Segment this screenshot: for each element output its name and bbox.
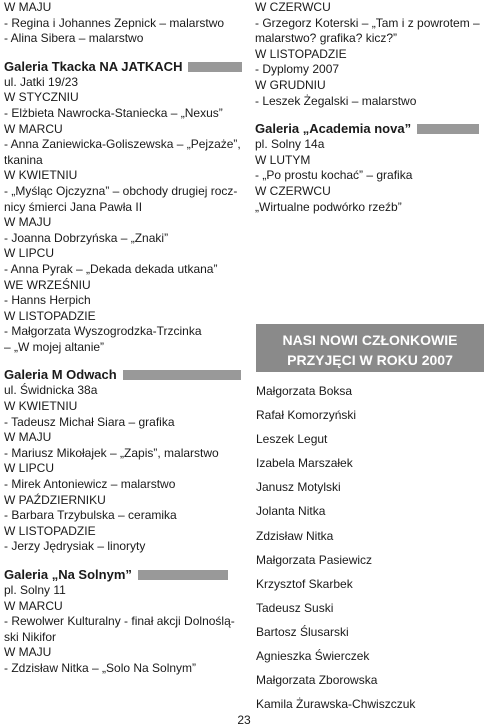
text-line: W MARCU — [4, 121, 63, 136]
section-lines-tkacka — [4, 75, 244, 356]
page-number: 23 — [237, 713, 251, 727]
text-line: - Grzegorz Koterski – „Tam i z powrotem – — [255, 15, 480, 30]
member-name: Leszek Legut — [256, 432, 328, 447]
member-name: Agnieszka Świerczek — [256, 649, 370, 664]
text-line: - Małgorzata Wyszogrodzka-Trzcinka — [4, 324, 202, 339]
text-line: W KWIETNIU — [4, 168, 78, 183]
spacer — [4, 47, 244, 59]
text-line: - „Myśląc Ojczyzna” – obchody drugiej rocz- — [4, 183, 238, 198]
text-line: - Anna Pyrak – „Dekada dekada utkana” — [4, 261, 218, 276]
section-title: Galeria M Odwach — [4, 367, 117, 383]
section-heading-academia — [255, 121, 485, 137]
new-members-banner — [256, 324, 484, 372]
text-line: W PAŹDZIERNIKU — [4, 492, 106, 507]
member-name: Małgorzata Boksa — [256, 384, 353, 398]
text-line: W MAJU — [4, 215, 52, 230]
text-line: - „Po prostu kochać” – grafika — [255, 168, 413, 183]
text-line: – „W mojej altanie” — [4, 339, 105, 354]
text-line: W KWIETNIU — [4, 399, 78, 414]
section-title: Galeria „Na Solnym” — [4, 567, 132, 582]
text-line: W LISTOPADZIE — [4, 308, 96, 323]
text-line: - Barbara Trzybulska – ceramika — [4, 508, 177, 523]
banner-line: NASI NOWI CZŁONKOWIE — [282, 332, 458, 348]
heading-bar — [417, 124, 479, 134]
text-line: - Jerzy Jędrysiak – linoryty — [4, 539, 146, 554]
member-name: Jolanta Nitka — [256, 504, 326, 519]
heading-bar — [138, 570, 228, 580]
text-line: W LISTOPADZIE — [4, 523, 96, 538]
new-members-list — [256, 384, 484, 721]
text-line: - Zdzisław Nitka – „Solo Na Solnym” — [4, 660, 197, 675]
text-line: - Alina Sibera – malarstwo — [4, 31, 144, 46]
left-column — [4, 0, 244, 677]
member-name: Małgorzata Zborowska — [256, 673, 378, 688]
text-line: - Tadeusz Michał Siara – grafika — [4, 414, 175, 429]
text-line: - Regina i Johannes Zepnick – malarstwo — [4, 15, 225, 30]
text-line: - Elżbieta Nawrocka-Staniecka – „Nexus” — [4, 105, 223, 120]
section-heading-tkacka — [4, 59, 244, 75]
member-name: Bartosz Ślusarski — [256, 624, 349, 639]
section-lines-academia — [255, 137, 485, 215]
text-line: W MAJU — [4, 645, 52, 660]
text-line: malarstwo? grafika? kicz?” — [255, 31, 398, 46]
banner-line: PRZYJĘCI W ROKU 2007 — [287, 352, 453, 368]
spacer — [4, 555, 244, 567]
text-line: - Hanns Herpich — [4, 293, 91, 308]
text-line: - Mirek Antoniewicz – malarstwo — [4, 477, 176, 492]
text-line: W LIPCU — [4, 461, 55, 476]
text-line: W MARCU — [4, 598, 63, 613]
member-name: Krzysztof Skarbek — [256, 576, 353, 591]
text-line: W GRUDNIU — [255, 77, 326, 92]
section-title: Galeria „Academia nova” — [255, 121, 412, 137]
member-name: Tadeusz Suski — [256, 600, 334, 615]
text-line: nicy śmierci Jana Pawła II — [4, 199, 143, 214]
text-line: W CZERWCU — [255, 183, 331, 198]
section-lines-solnym — [4, 583, 244, 677]
text-line: W CZERWCU — [255, 0, 331, 14]
section-lines-right-top — [255, 0, 485, 109]
text-line: ul. Jatki 19/23 — [4, 74, 79, 89]
text-line: WE WRZEŚNIU — [4, 277, 91, 292]
heading-bar — [188, 62, 242, 72]
right-column — [255, 0, 485, 215]
text-line: - Rewolwer Kulturalny - finał akcji Dolnoślą- — [4, 614, 235, 629]
member-name: Zdzisław Nitka — [256, 528, 334, 543]
spacer — [255, 109, 485, 121]
section-heading-solnym — [4, 567, 244, 583]
member-name: Janusz Motylski — [256, 480, 341, 495]
section-lines-odwach — [4, 383, 244, 555]
member-name: Małgorzata Pasiewicz — [256, 552, 373, 567]
text-line: W LIPCU — [4, 246, 55, 261]
text-line: W LISTOPADZIE — [255, 46, 347, 61]
text-line: W STYCZNIU — [4, 90, 79, 105]
text-line: W MAJU — [4, 430, 52, 445]
section-heading-odwach — [4, 367, 244, 383]
text-line: W MAJU — [4, 0, 52, 14]
text-line: pl. Solny 14a — [255, 137, 325, 152]
member-name: Rafał Komorzyński — [256, 408, 357, 423]
spacer — [4, 355, 244, 367]
text-line: tkanina — [4, 152, 43, 167]
member-name: Izabela Marszałek — [256, 456, 353, 471]
text-line: W LUTYM — [255, 152, 311, 167]
text-line: „Wirtualne podwórko rzeźb” — [255, 199, 402, 214]
heading-bar — [123, 370, 241, 380]
text-line: - Joanna Dobrzyńska – „Znaki” — [4, 230, 169, 245]
text-line: ski Nikifor — [4, 629, 57, 644]
text-line: - Mariusz Mikołajek – „Zapis”, malarstwo — [4, 445, 219, 460]
section-title: Galeria Tkacka NA JATKACH — [4, 58, 183, 74]
text-line: - Anna Zaniewicka-Goliszewska – „Pejzaże”, — [4, 137, 241, 152]
text-line: pl. Solny 11 — [4, 583, 66, 597]
text-line: - Dyplomy 2007 — [255, 62, 340, 77]
text-line: ul. Świdnicka 38a — [4, 383, 98, 398]
text-line: - Leszek Żegalski – malarstwo — [255, 93, 417, 108]
member-name: Kamila Żurawska-Chwiszczuk — [256, 697, 416, 712]
